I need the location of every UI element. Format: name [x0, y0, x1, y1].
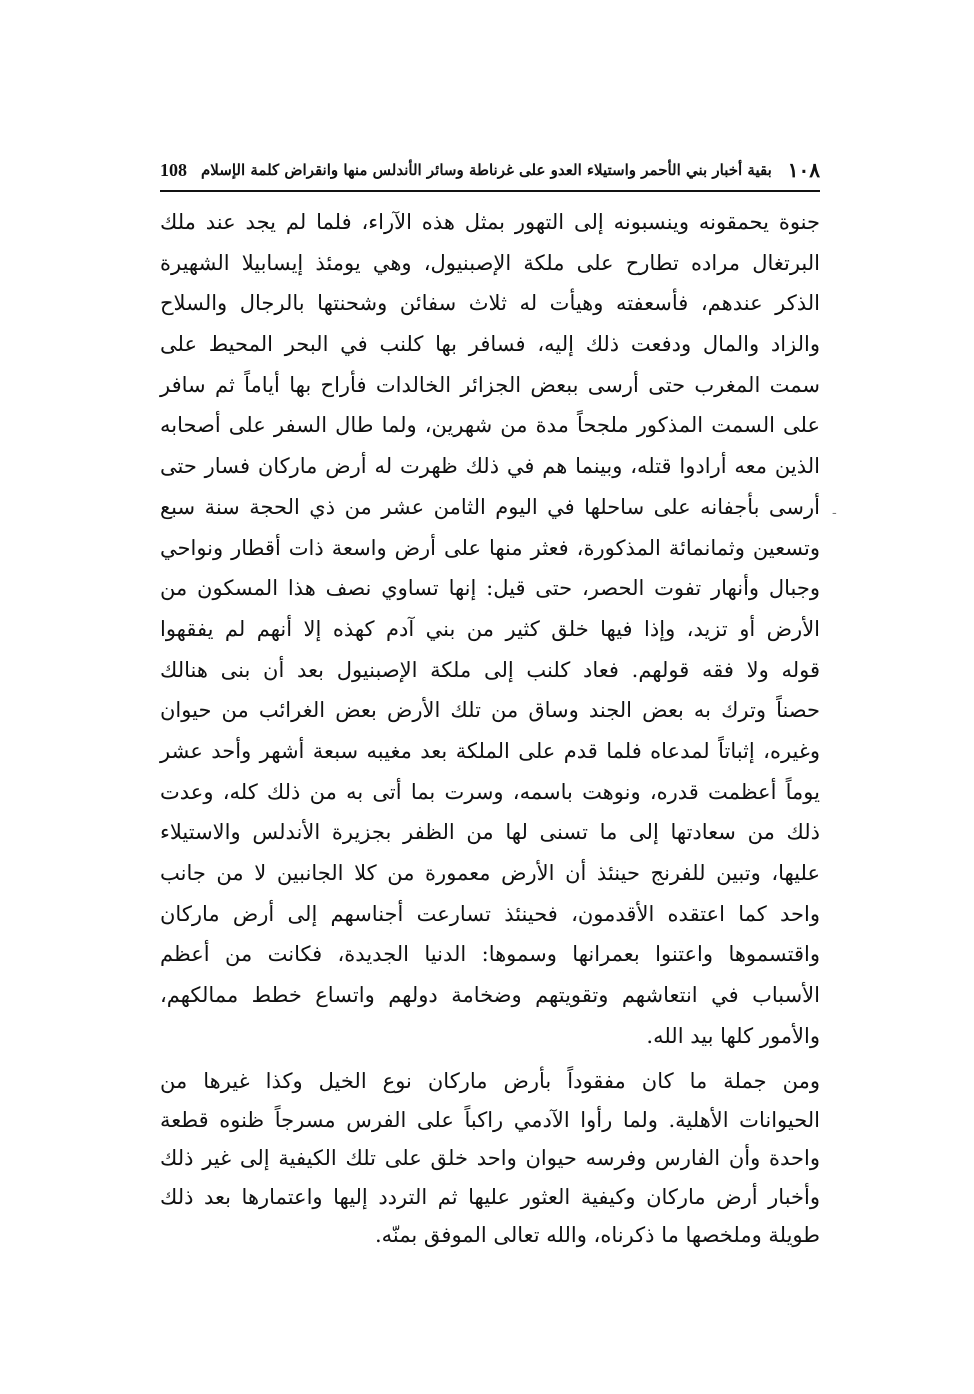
text-line: والأمور كلها بيد الله.	[646, 1023, 820, 1048]
text-line: واحدة وأن الفارس وفرسه حيوان واحد خلق على تلك الكيفية إلى غير ذلك	[160, 1146, 820, 1171]
text-line: يوماً أعظمت قدره، ونوهت باسمه، وسرت بما أتى به من ذلك كله، وعدت	[160, 779, 820, 804]
text-line: جنوة يحمقونه وينسبونه إلى التهور بمثل هذه الآراء، فلما لم يجد عند ملك	[160, 210, 820, 234]
text-line: الحيوانات الأهلية. ولما رأوا الآدمي راكباً على الفرس مسرجاً ظنوه قطعة	[160, 1107, 820, 1132]
text-line: البرتغال مراده تطارح على ملكة الإصبنيول، وهي يومئذ إيسابيلا الشهيرة	[160, 250, 820, 275]
text-line: ذلك من سعادتها إلى ما تسنى لها من الظفر بجزيرة الأندلس والاستيلاء	[160, 820, 820, 845]
text-line: وغيره، إثباتاً لمدعاه فلما قدم على الملكة بعد مغيبه سبعة أشهر وأحد عشر	[160, 738, 820, 763]
text-line: واحد كما اعتقده الأقدمون، فحينئذ تسارعت أجناسهم إلى أرض ماركان	[160, 901, 820, 926]
margin-mark: ‐	[832, 505, 837, 521]
text-line: الأسباب في انتعاشهم وتقويتهم وضخامة دولهم واتساع خطط ممالكهم،	[160, 983, 820, 1008]
text-line: وأخبار أرض ماركان وكيفية العثور عليها ثم التردد إليها واعتمارها بعد ذلك	[160, 1184, 820, 1209]
latin-page-number: 108	[160, 159, 187, 180]
text-line: حصناً وترك به بعض الجند وساق من تلك الأرض بعض الغرائب من حيوان	[160, 698, 820, 723]
text-line: الأرض أو تزيد، وإذا فيها خلق كثير من بني آدم كهذه إلا أنهم لم يفقهوا	[160, 616, 820, 641]
running-header	[160, 150, 820, 192]
text-line: طويلة وملخصها ما ذكرناه، والله تعالى الموفق بمنّه.	[374, 1223, 820, 1248]
text-line: على السمت المذكور ملجحاً مدة من شهرين، ولما طال السفر على أصحابه	[160, 413, 820, 438]
text-line: قوله ولا فقه قولهم. فعاد كلنب إلى ملكة الإصبنيول بعد أن بنى هنالك	[160, 657, 820, 682]
running-title: بقية أخبار بني الأحمر واستيلاء العدو على غرناطة وسائر الأندلس منها وانقراض كلمة الإسلام	[201, 161, 772, 179]
text-line: واقتسموها واعتنوا بعمرانها وسموها: الدنيا الجديدة، فكانت من أعظم	[160, 942, 820, 967]
text-line: عليها، وتبين للفرنج حينئذ أن الأرض معمورة من كلا الجانبين لا من جانب	[160, 861, 820, 885]
text-line: الذين معه أرادوا قتله، وبينما هم في ذلك ظهرت له أرض ماركان فسار حتى	[160, 454, 820, 479]
paragraph-2	[160, 1062, 820, 1255]
text-line: والزاد والمال ودفعت ذلك إليه، فسافر بها كلنب في البحر المحيط على	[160, 332, 820, 357]
text-line: وجبال وأنهار تفوت الحصر، حتى قيل: إنها تساوي نصف هذا المسكون من	[160, 576, 820, 601]
text-line: أرسى بأجفانه على ساحلها في اليوم الثامن عشر من ذي الحجة سنة سبع	[160, 494, 820, 519]
arabic-page-number: ١٠٨	[787, 158, 820, 182]
text-line: ومن جملة ما كان مفقوداً بأرض ماركان نوع الخيل وكذا غيرها من	[160, 1069, 820, 1093]
text-line: سمت المغرب حتى أرسى ببعض الجزائر الخالدات فأراح بها أياماً ثم سافر	[160, 372, 820, 397]
paragraph-1	[160, 202, 820, 1056]
text-line: الذكر عندهم، فأسعفته وهيأت له ثلاث سفائن وشحنتها بالرجال والسلاح	[160, 291, 820, 316]
text-line: وتسعين وثمانمائة المذكورة، فعثر منها على أرض واسعة ذات أقطار ونواحي	[160, 535, 820, 560]
